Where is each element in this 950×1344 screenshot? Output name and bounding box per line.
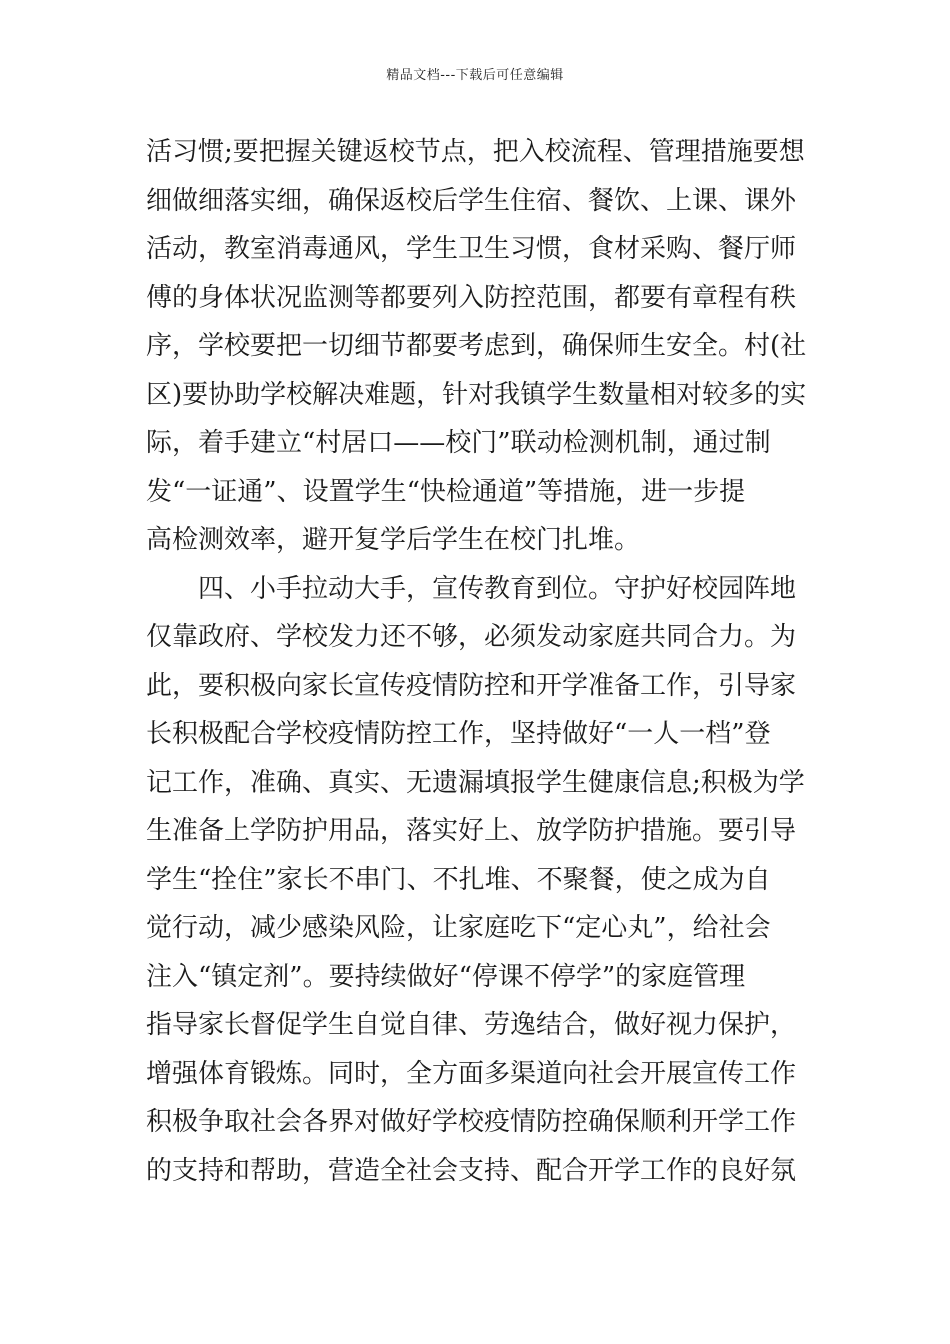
text-line: 际，着手建立“村居口——校门”联动检测机制，通过制	[146, 428, 771, 458]
text-line: 活习惯;要把握关键返校节点，把入校流程、管理措施要想	[146, 137, 805, 167]
text-line: 生准备上学防护用品，落实好上、放学防护措施。要引导	[146, 816, 797, 846]
text-line: 活动，教室消毒通风，学生卫生习惯，食材采购、餐厅师	[146, 234, 797, 264]
text-line: 发“一证通”、设置学生“快检通道”等措施，进一步提	[146, 476, 746, 507]
text-line: 仅靠政府、学校发力还不够，必须发动家庭共同合力。为	[146, 622, 797, 652]
document-body	[146, 128, 806, 1195]
text-line: 高检测效率，避开复学后学生在校门扎堆。	[146, 525, 641, 555]
text-line: 的支持和帮助，营造全社会支持、配合开学工作的良好氛	[146, 1155, 797, 1186]
text-line: 指导家长督促学生自觉自律、劳逸结合，做好视力保护，	[146, 1010, 797, 1040]
text-line: 序，学校要把一切细节都要考虑到，确保师生安全。村(社	[146, 331, 806, 361]
text-line: 区)要协助学校解决难题，针对我镇学生数量相对较多的实	[146, 379, 806, 410]
text-line: 记工作，准确、真实、无遗漏填报学生健康信息;积极为学	[146, 767, 805, 798]
text-line: 积极争取社会各界对做好学校疫情防控确保顺利开学工作	[146, 1107, 797, 1137]
text-line: 学生“拴住”家长不串门、不扎堆、不聚餐，使之成为自	[146, 864, 771, 895]
text-line: 傅的身体状况监测等都要列入防控范围，都要有章程有秩	[146, 282, 797, 313]
text-line: 觉行动，减少感染风险，让家庭吃下“定心丸”，给社会	[146, 913, 771, 943]
paragraph-start-line: 四、小手拉动大手，宣传教育到位。守护好校园阵地	[198, 573, 797, 604]
text-line: 此，要积极向家长宣传疫情防控和开学准备工作，引导家	[146, 670, 797, 701]
page-header: 精品文档---下载后可任意编辑	[386, 68, 564, 83]
text-line: 注入“镇定剂”。要持续做好“停课不停学”的家庭管理	[146, 961, 746, 992]
text-line: 长积极配合学校疫情防控工作，坚持做好“一人一档”登	[146, 719, 771, 749]
text-line: 增强体育锻炼。同时，全方面多渠道向社会开展宣传工作	[146, 1058, 797, 1089]
text-line: 细做细落实细，确保返校后学生住宿、餐饮、上课、课外	[146, 185, 797, 216]
